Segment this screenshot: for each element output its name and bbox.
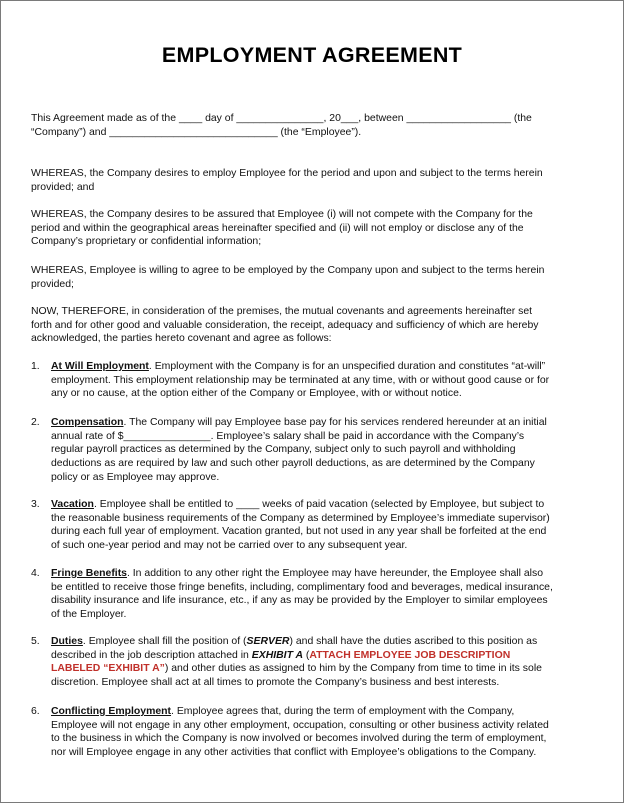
section-heading: Vacation <box>51 499 94 510</box>
section-heading: Compensation <box>51 417 124 428</box>
paragraph-line: acknowledged, the parties hereto covenant and agree as follows: <box>31 333 332 345</box>
section-text: ) and shall have the duties ascribed to this position as <box>289 636 538 647</box>
paragraph-line: period and within the geographical areas hereinafter specified and (ii) will not employ or disclose any of the <box>31 222 524 234</box>
exhibit-reference: EXHIBIT A <box>251 649 303 661</box>
whereas-paragraph-3 <box>31 264 601 291</box>
section-line: employment. This employment relationship may be terminated at any time, with or without good cause or for <box>51 374 550 386</box>
attach-instruction: ATTACH EMPLOYEE JOB DESCRIPTION <box>309 649 511 661</box>
section-line: of such one-year period and may not be carried over to any subsequent year. <box>51 540 408 552</box>
section-line: disability insurance and life insurance, etc., if any as may be provided by the Employer to similar employees <box>51 595 548 607</box>
paragraph-line: forth and for other good and valuable consideration, the receipt, adequacy and sufficiency of which are hereby <box>31 319 539 331</box>
section-line: the reasonable business requirements of the Company as determined by Employee’s immediate supervisor) <box>51 512 550 524</box>
section-text: . Employee agrees that, during the term of employment with the Company, <box>171 706 515 717</box>
section-conflicting-employment <box>51 705 593 760</box>
section-number: 1. <box>31 361 40 372</box>
section-line: any or no cause, at the option either of the Company or Employee, with or without notice. <box>51 388 462 400</box>
section-line: discretion. Employee shall act at all times to promote the Company’s business and best interests. <box>51 677 500 689</box>
section-line: annual rate of $_______________. Employee’s salary shall be paid in accordance with the Company’s <box>51 430 525 442</box>
paragraph-line: WHEREAS, the Company desires to employ Employee for the period and upon and subject to the terms herein <box>31 168 543 179</box>
paragraph-line: provided; and <box>31 181 95 193</box>
section-number: 2. <box>31 417 40 428</box>
section-compensation <box>51 416 593 485</box>
paragraph-line: NOW, THEREFORE, in consideration of the premises, the mutual covenants and agreements hereinafter set <box>31 306 533 317</box>
document-title: EMPLOYMENT AGREEMENT <box>161 43 463 67</box>
section-line: be entitled to receive those fringe benefits, including, complimentary food and beverages, medical insurance, <box>51 581 553 593</box>
section-fringe-benefits <box>51 567 593 622</box>
section-line: to the business in which the Company is now involved or becomes involved during the term of employment, <box>51 733 547 745</box>
section-at-will-employment <box>51 360 593 401</box>
section-number: 6. <box>31 706 40 717</box>
section-text: . The Company will pay Employee base pay for his services rendered hereunder at an initial <box>123 417 547 428</box>
section-heading: Duties <box>51 636 83 647</box>
section-line: during each full year of employment. Vacation granted, but not used in any year shall be forfeited at the end <box>51 526 547 538</box>
paragraph-line: Company’s proprietary or confidential information; <box>31 236 262 248</box>
section-text: ) and other duties as assigned to him by the Company from time to time in its sole <box>164 663 542 675</box>
section-text: ( <box>303 649 310 661</box>
section-heading: Conflicting Employment <box>51 706 172 717</box>
section-line: of the Employer. <box>51 609 127 621</box>
section-line: regular payroll practices as determined by the Company, subject only to such payroll and withholding <box>51 444 516 456</box>
section-text: . Employment with the Company is for an unspecified duration and constitutes “at-will” <box>148 361 546 372</box>
intro-paragraph <box>31 112 601 139</box>
section-line: nor will Employee engage in any other activities that conflict with Employee’s obligations to the Company. <box>51 747 537 759</box>
intro-line: This Agreement made as of the ____ day of _______________, 20___, between __________________ (the <box>31 113 532 124</box>
section-text: . Employee shall fill the position of ( <box>82 636 247 647</box>
intro-line: “Company”) and _____________________________ (the “Employee”). <box>31 126 362 138</box>
section-text: . Employee shall be entitled to ____ weeks of paid vacation (selected by Employee, but subject to <box>93 499 545 510</box>
section-heading: At Will Employment <box>51 361 149 372</box>
whereas-paragraph-1 <box>31 167 601 194</box>
section-number: 5. <box>31 636 40 647</box>
section-text: described in the job description attached in <box>51 649 252 661</box>
position-name: SERVER <box>246 636 290 647</box>
paragraph-line: WHEREAS, Employee is willing to agree to be employed by the Company upon and subject to the terms herein <box>31 265 545 276</box>
section-number: 3. <box>31 499 40 510</box>
whereas-paragraph-2 <box>31 208 601 249</box>
now-therefore-paragraph <box>31 305 601 346</box>
section-vacation <box>51 498 593 553</box>
section-text: . In addition to any other right the Employee may have hereunder, the Employee shall also <box>126 568 543 579</box>
section-line: Employee will not engage in any other employment, occupation, consulting or other business activity related <box>51 719 549 731</box>
paragraph-line: provided; <box>31 278 74 290</box>
section-heading: Fringe Benefits <box>51 568 127 579</box>
section-line: policy or as Employee may approve. <box>51 471 220 483</box>
section-number: 4. <box>31 568 40 579</box>
section-duties <box>51 635 593 690</box>
section-line: deductions as are required by law and such other payroll deductions, as are determined by the Company <box>51 458 535 470</box>
attach-instruction: LABELED “EXHIBIT A” <box>51 663 165 675</box>
paragraph-line: WHEREAS, the Company desires to be assured that Employee (i) will not compete with the Company for the <box>31 209 533 220</box>
